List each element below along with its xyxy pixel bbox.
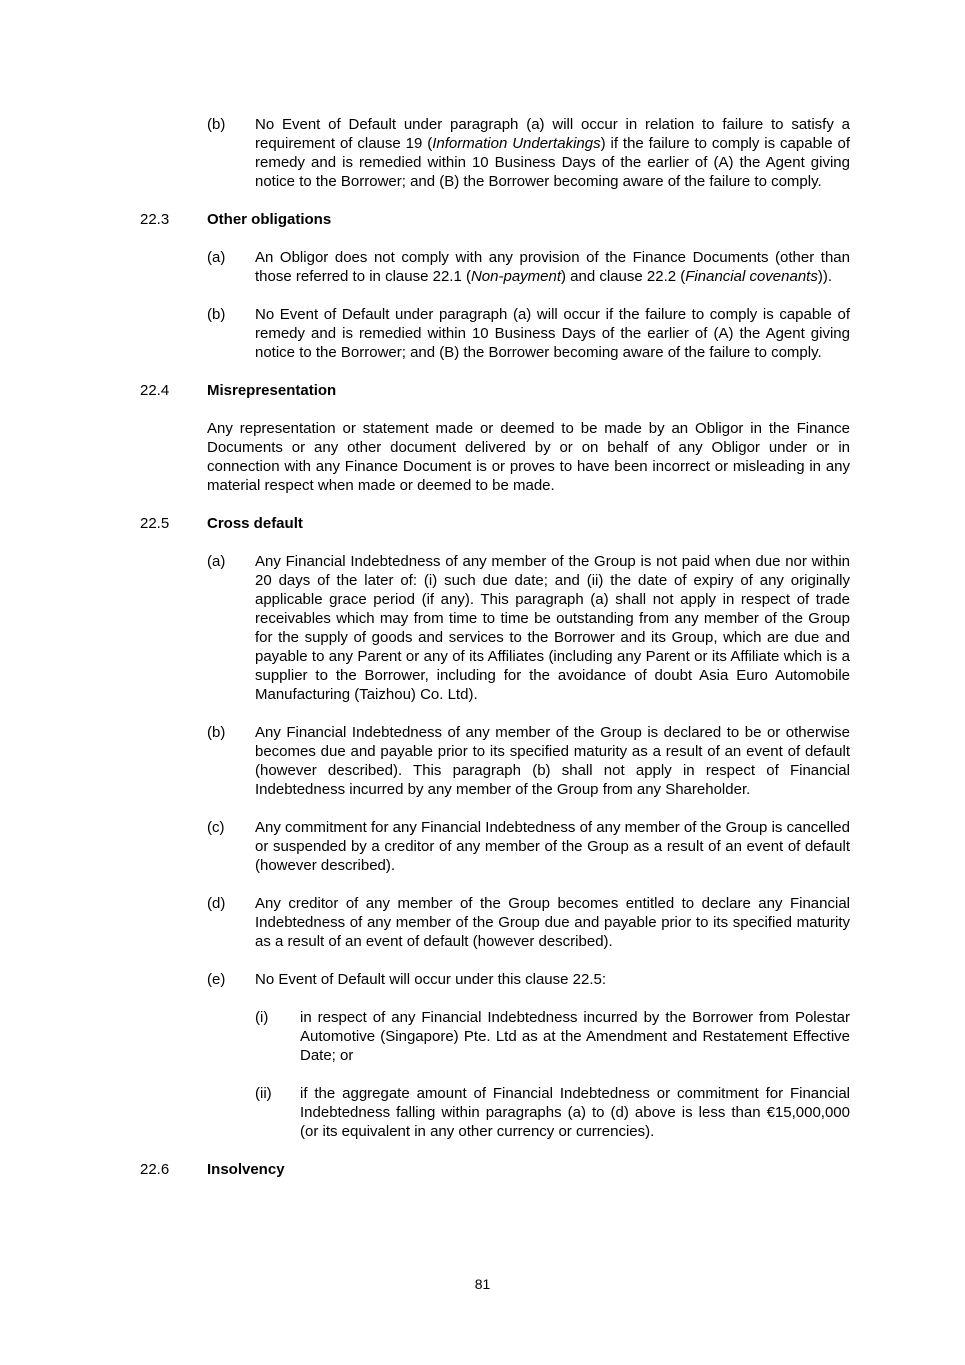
paragraph-text [255, 723, 850, 799]
list-item-label: (i) [255, 1009, 269, 1026]
text-segment: ) and clause 22.2 ( [561, 268, 686, 285]
clause-list-item [140, 1084, 850, 1141]
text-segment: Any Financial Indebtedness of any member of the Group is not paid when due nor within 20 days of the later of: (i) such due date; and (ii) the date of expiry of any originally applicable grace period (if any). This paragraph (a) shall not apply in respect of trade receivables which may from time to time be outstanding from any member of the Group for the supply of goods and services to the Borrower and its Group, which are due and payable to any Parent or any of its Affiliates (including any Parent or its Affiliate which is a supplier to the Borrower, including for the avoidance of doubt Asia Euro Automobile Manufacturing (Taizhou) Co. Ltd). [255, 553, 850, 703]
section-number: 22.6 [140, 1161, 170, 1178]
clause-list-item [140, 723, 850, 799]
text-segment: No Event of Default will occur under this clause 22.5: [255, 971, 607, 988]
paragraph-text [255, 115, 850, 191]
text-segment: No Event of Default under paragraph (a) will occur in relation to failure to satisfy a requirement of clause 19 ( [255, 116, 850, 152]
text-segment: Any commitment for any Financial Indebtedness of any member of the Group is cancelled or suspended by a creditor of any member of the Group as a result of an event of default (however described). [255, 819, 850, 874]
text-segment: ) if the failure to comply is capable of remedy and is remedied within 10 Business Days of the earlier of (A) the Agent giving notice to the Borrower; and (B) the Borrower becoming aware of the failure to comply. [255, 135, 851, 190]
clause-list-item [140, 552, 850, 704]
text-segment: )). [817, 268, 833, 285]
clause-section-heading [140, 381, 850, 400]
text-segment: No Event of Default under paragraph (a) will occur if the failure to comply is capable of remedy and is remedied within 10 Business Days of the earlier of (A) the Agent giving notice to the Borrower; and (B) the Borrower becoming aware of the failure to comply. [255, 306, 850, 361]
list-item-label: (a) [207, 553, 226, 570]
paragraph-text [255, 552, 850, 704]
paragraph-text [255, 818, 850, 875]
text-segment: An Obligor does not comply with any provision of the Finance Documents (other than those referred to in clause 22.1 ( [255, 249, 850, 285]
italic-term: Information Undertakings [432, 135, 601, 152]
clause-section-heading [140, 514, 850, 533]
text-segment: Any Financial Indebtedness of any member of the Group is declared to be or otherwise becomes due and payable prior to its specified maturity as a result of an event of default (however described). This paragraph (b) shall not apply in respect of Financial Indebtedness incurred by any member of the Group from any Shareholder. [255, 724, 850, 798]
document-body [140, 115, 850, 1198]
list-item-label: (c) [207, 819, 225, 836]
clause-section-heading [140, 1160, 850, 1179]
paragraph-text [255, 970, 850, 989]
paragraph-text [300, 1008, 850, 1065]
paragraph-text [300, 1084, 850, 1141]
text-segment: in respect of any Financial Indebtedness incurred by the Borrower from Polestar Automotive (Singapore) Pte. Ltd as at the Amendment and Restatement Effective Date; or [300, 1009, 850, 1064]
section-number: 22.4 [140, 382, 170, 399]
section-number: 22.3 [140, 211, 170, 228]
section-title: Misrepresentation [207, 382, 337, 399]
text-segment: Any representation or statement made or deemed to be made by an Obligor in the Finance Documents or any other document delivered by or on behalf of any Obligor under or in connection with any Finance Document is or proves to have been incorrect or misleading in any material respect when made or deemed to be made. [207, 420, 850, 494]
clause-paragraph [140, 419, 850, 495]
section-title: Cross default [207, 515, 303, 532]
clause-list-item [140, 305, 850, 362]
page-footer [0, 1276, 965, 1293]
paragraph-text [255, 305, 850, 362]
italic-term: Non-payment [470, 268, 562, 285]
section-title: Other obligations [207, 211, 332, 228]
list-item-label: (b) [207, 306, 226, 323]
clause-list-item [140, 248, 850, 286]
clause-list-item [140, 115, 850, 191]
paragraph-text [207, 419, 850, 495]
page-number: 81 [474, 1276, 491, 1292]
clause-section-heading [140, 210, 850, 229]
list-item-label: (e) [207, 971, 226, 988]
text-segment: if the aggregate amount of Financial Indebtedness or commitment for Financial Indebtedness falling within paragraphs (a) to (d) above is less than €15,000,000 (or its equivalent in any other currency or currencies). [300, 1085, 850, 1140]
list-item-label: (b) [207, 116, 226, 133]
clause-list-item [140, 894, 850, 951]
list-item-label: (d) [207, 895, 226, 912]
paragraph-text [255, 894, 850, 951]
paragraph-text [255, 248, 850, 286]
list-item-label: (b) [207, 724, 226, 741]
clause-list-item [140, 1008, 850, 1065]
clause-list-item [140, 818, 850, 875]
text-segment: Any creditor of any member of the Group becomes entitled to declare any Financial Indebtedness of any member of the Group due and payable prior to its specified maturity as a result of an event of default (however described). [255, 895, 850, 950]
section-title: Insolvency [207, 1161, 285, 1178]
list-item-label: (a) [207, 249, 226, 266]
italic-term: Financial covenants [685, 268, 818, 285]
clause-list-item [140, 970, 850, 989]
list-item-label: (ii) [255, 1085, 272, 1102]
section-number: 22.5 [140, 515, 170, 532]
